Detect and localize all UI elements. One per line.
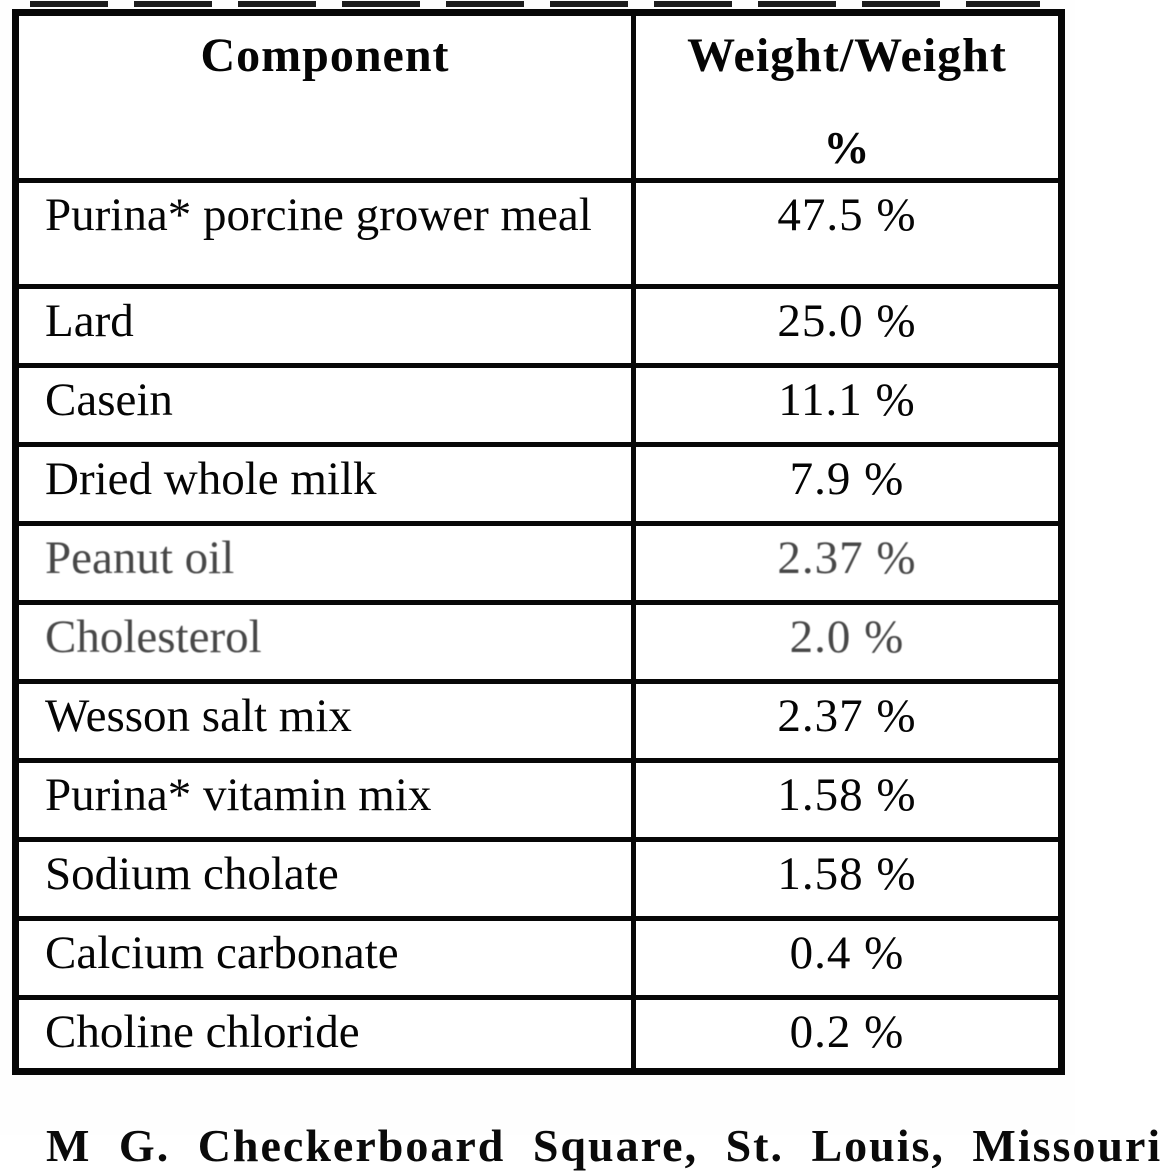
component-cell: Calcium carbonate [16,919,634,998]
table-body [16,181,1062,1072]
table-row [16,603,1062,682]
value-cell: 2.0 % [634,603,1062,682]
table-row [16,524,1062,603]
component-cell: Dried whole milk [16,445,634,524]
component-cell: Choline chloride [16,998,634,1072]
value-cell: 0.4 % [634,919,1062,998]
value-cell: 47.5 % [634,181,1062,287]
table-row [16,287,1062,366]
header-row [16,13,1062,181]
table-row [16,366,1062,445]
component-cell: Lard [16,287,634,366]
value-cell: 7.9 % [634,445,1062,524]
header-weight-line1: Weight/Weight [687,29,1007,82]
component-cell: Purina* porcine grower meal [16,181,634,287]
value-cell: 1.58 % [634,761,1062,840]
header-weight-line2: % [823,122,871,173]
table-row [16,445,1062,524]
component-cell: Cholesterol [16,603,634,682]
clipped-footnote [46,1119,1162,1171]
table-row [16,998,1062,1072]
table-row [16,682,1062,761]
component-cell: Casein [16,366,634,445]
header-weight [634,13,1062,181]
value-cell: 25.0 % [634,287,1062,366]
composition-table [12,9,1065,1075]
footnote-text: M G. Checkerboard Square, St. Louis, Missouri [46,1120,1162,1171]
value-cell: 2.37 % [634,524,1062,603]
header-component: Component [16,13,634,181]
component-cell: Purina* vitamin mix [16,761,634,840]
value-cell: 0.2 % [634,998,1062,1072]
table-row [16,761,1062,840]
table-row [16,840,1062,919]
value-cell: 1.58 % [634,840,1062,919]
table-row [16,919,1062,998]
component-cell: Wesson salt mix [16,682,634,761]
component-cell: Sodium cholate [16,840,634,919]
scan-artifact-dashed-line [30,1,1040,7]
value-cell: 11.1 % [634,366,1062,445]
value-cell: 2.37 % [634,682,1062,761]
table-header [16,13,1062,181]
table-row [16,181,1062,287]
component-cell: Peanut oil [16,524,634,603]
